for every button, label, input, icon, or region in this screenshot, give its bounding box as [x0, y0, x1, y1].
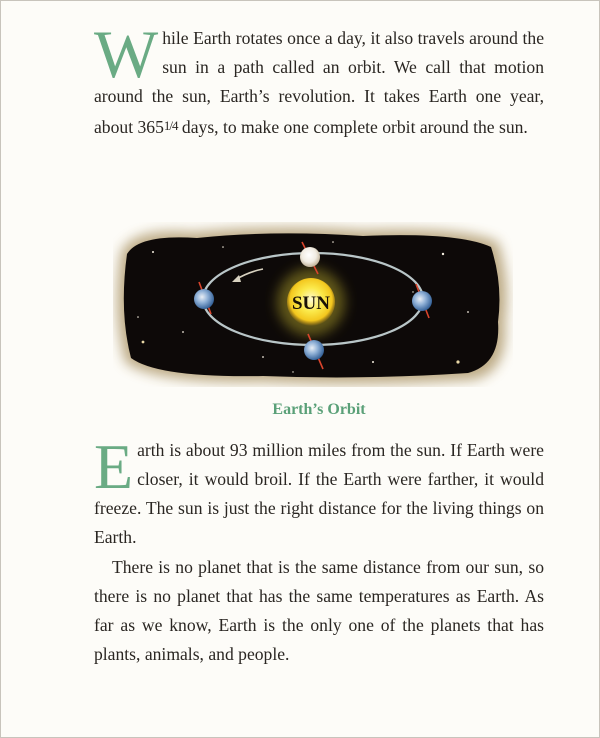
- paragraph-orbit-intro: [94, 16, 544, 142]
- sun-label: SUN: [291, 293, 331, 314]
- paragraph-text: hile Earth rotates once a day, it also travels around the sun in a path called an orbit. We call that motion around the sun, Earth’s revolution. It takes Earth one year, about 365: [94, 28, 544, 137]
- paragraph-distance: [94, 431, 544, 552]
- figure-caption: Earth’s Orbit: [272, 401, 366, 418]
- paragraph-text: There is no planet that is the same distance from our sun, so there is no planet that has the same temperatures as Earth. As far as we know, Earth is the only one of the planets that has plants, animals, and people.: [94, 557, 544, 664]
- paragraph-text: arth is about 93 million miles from the sun. If Earth were closer, it would broil. If the Earth were farther, it would freeze. The sun is just the right distance for the living things on Earth.: [94, 440, 544, 547]
- paragraph-unique-planet: [94, 553, 544, 669]
- sun: [277, 268, 345, 336]
- drop-cap-w: W: [94, 16, 159, 92]
- fraction-quarter: 1/4: [163, 118, 178, 133]
- drop-cap-e: E: [94, 431, 134, 502]
- earth-orbit-illustration: [113, 222, 513, 387]
- paragraph-text-end: days, to make one complete orbit around the sun.: [177, 117, 528, 137]
